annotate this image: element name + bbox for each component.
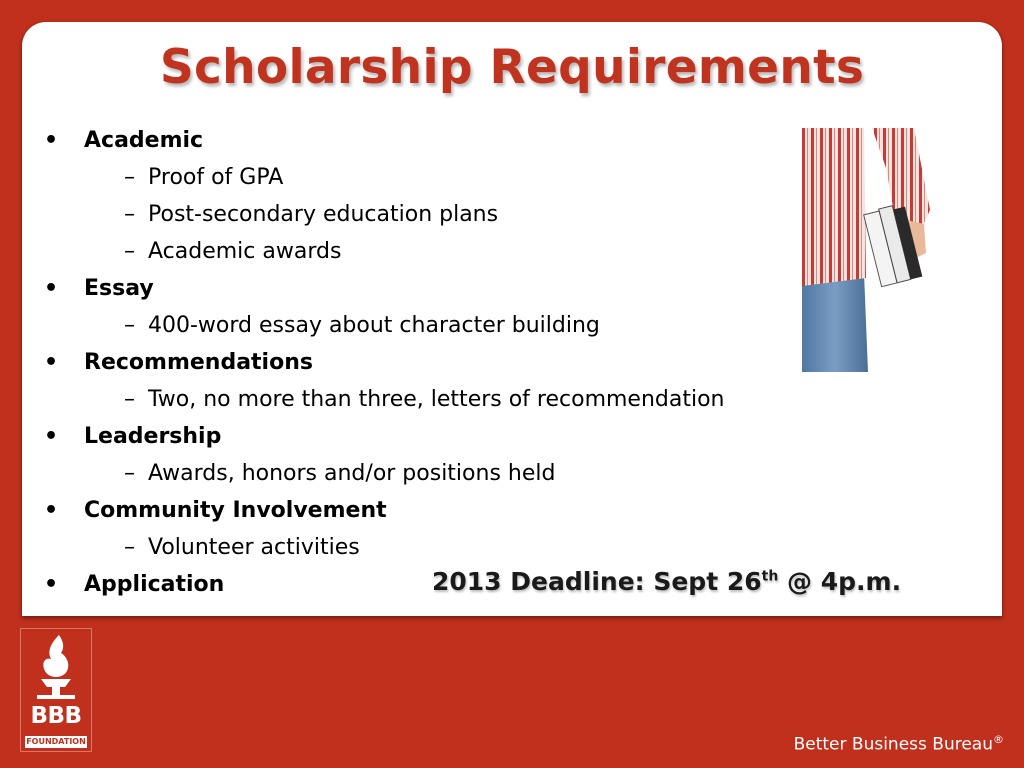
bullet-icon: • [44, 350, 59, 375]
sub-item-text: 400-word essay about character building [148, 313, 600, 338]
sub-item [44, 385, 725, 422]
section-heading: Recommendations [84, 350, 313, 375]
slide-title: Scholarship Requirements [159, 40, 865, 95]
bullet-icon: • [44, 424, 59, 449]
sub-item [44, 459, 725, 496]
section-heading: Community Involvement [84, 498, 387, 523]
bullet-icon: • [44, 276, 59, 301]
dash-icon: – [124, 239, 135, 264]
footer-org-name: Better Business Bureau [793, 734, 993, 755]
bullet-icon: • [44, 128, 59, 153]
footer-organization [794, 733, 1004, 755]
section-heading: Leadership [84, 424, 222, 449]
logo-subtitle: FOUNDATION [26, 737, 86, 746]
dash-icon: – [124, 202, 135, 227]
sub-item-text: Proof of GPA [148, 165, 284, 190]
section-heading: Application [84, 572, 225, 597]
deadline-superscript: th [761, 568, 779, 585]
sub-item [44, 200, 725, 237]
sub-item-text: Two, no more than three, letters of recommendation [148, 387, 725, 412]
sub-item-text: Volunteer activities [148, 535, 360, 560]
sub-item [44, 237, 725, 274]
section-heading: Essay [84, 276, 154, 301]
bbb-foundation-logo [20, 628, 92, 752]
sub-item-text: Awards, honors and/or positions held [148, 461, 556, 486]
section-leadership [44, 422, 725, 459]
logo-wordmark: BBB [30, 703, 82, 729]
dash-icon: – [124, 313, 135, 338]
dash-icon: – [124, 535, 135, 560]
section-community-involvement [44, 496, 725, 533]
sub-item [44, 311, 725, 348]
section-heading: Academic [84, 128, 204, 153]
slide-panel [22, 22, 1002, 616]
dash-icon: – [124, 387, 135, 412]
bullet-icon: • [44, 572, 59, 597]
bullet-icon: • [44, 498, 59, 523]
requirements-list [44, 126, 725, 607]
deadline-suffix: @ 4p.m. [778, 567, 902, 596]
section-recommendations [44, 348, 725, 385]
student-photo [802, 128, 937, 372]
registered-mark: ® [993, 733, 1004, 746]
sub-item-text: Post-secondary education plans [148, 202, 499, 227]
torch-icon [21, 629, 91, 703]
sub-item [44, 163, 725, 200]
sub-item [44, 533, 725, 570]
student-with-books-illustration [802, 128, 937, 372]
deadline-text [432, 567, 901, 596]
section-essay [44, 274, 725, 311]
sub-item-text: Academic awards [148, 239, 342, 264]
dash-icon: – [124, 461, 135, 486]
deadline-prefix: 2013 Deadline: Sept 26 [432, 567, 762, 596]
dash-icon: – [124, 165, 135, 190]
section-academic [44, 126, 725, 163]
